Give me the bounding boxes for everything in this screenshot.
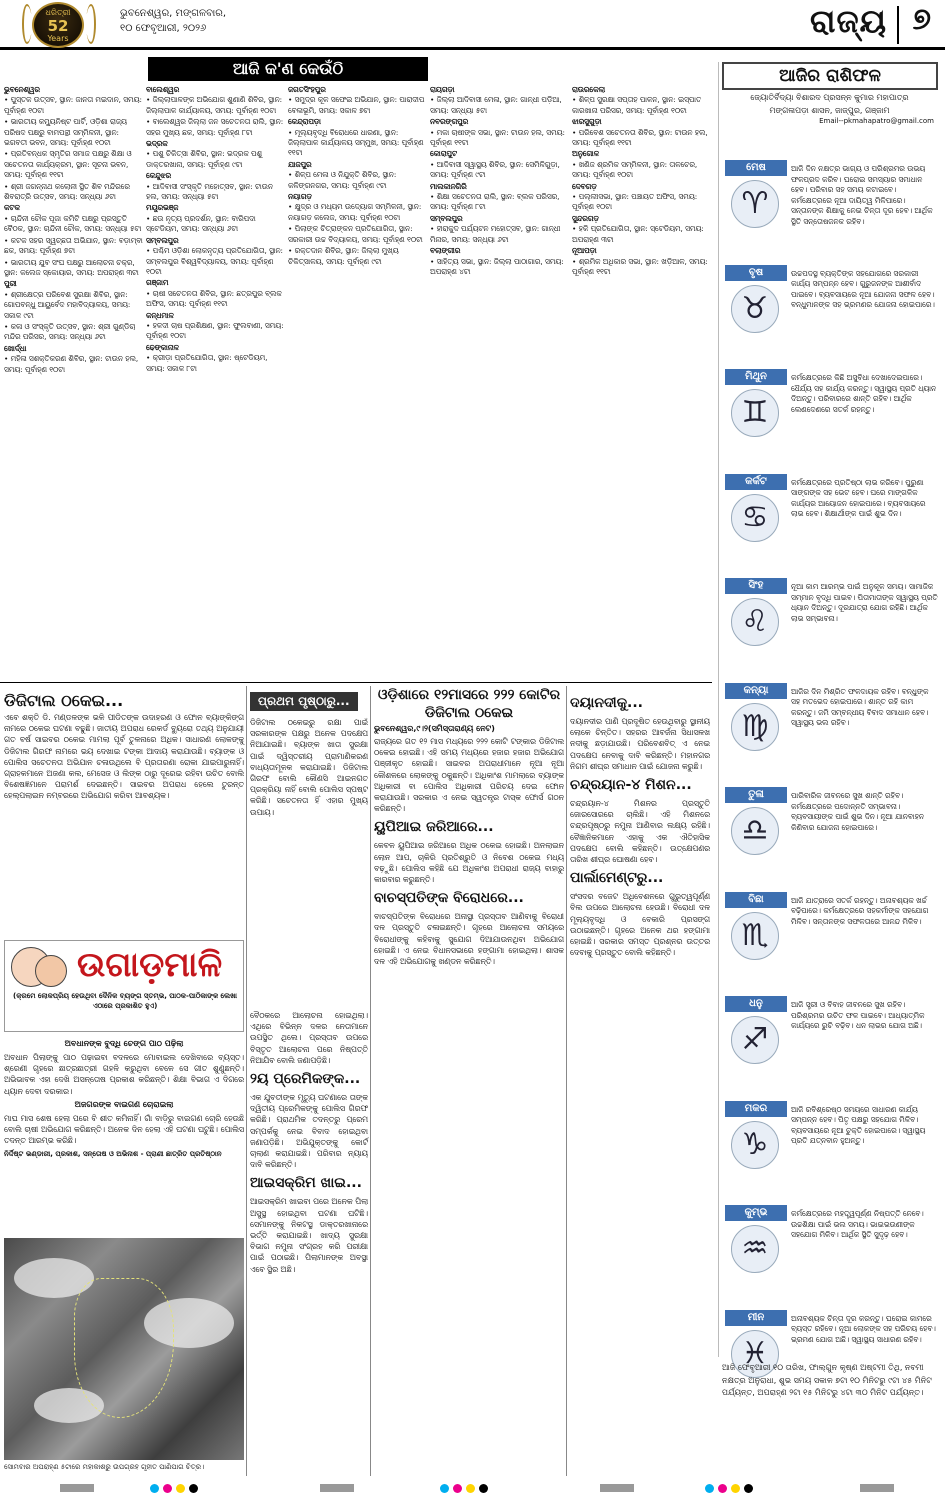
zodiac-sign-name: ମିଥୁନ [725,369,787,385]
event-city: ରାୟଗଡ଼ା [430,85,455,94]
lead-subhead-2: ବାଚସ୍ପତିଙ୍କ ବିରୋଧରେ... [374,890,524,907]
event-item: • ସମୁଦ୍ର କୂଳ ସଫେଇ ଅଭିଯାନ, ସ୍ଥାନ: ପାରାଦୀପ ବେଳାଭୂମି, ସମୟ: ସକାଳ ୭ଟା [288,95,425,115]
event-item: • ଆଦିବାସୀ ସ୍ୱାସ୍ଥ୍ୟ ଶିବିର, ସ୍ଥାନ: ସେମିଳିଗୁଡ଼ା, ସମୟ: ପୂର୍ବାହ୍ଣ ୯ଟା [430,159,560,180]
event-city: କେନ୍ଦୁଝର [146,171,172,181]
right-subhead: ଚନ୍ଦ୍ରୟାନ-୪ ମିଶନ... [570,777,692,794]
magenta-dot-icon [718,1484,727,1493]
laurel-right-icon [86,4,96,44]
ugadamali-banner [4,940,244,1032]
event-item: • ପିଲାଙ୍କ ଚିତ୍ରାଙ୍କନ ପ୍ରତିଯୋଗିତା, ସ୍ଥାନ: ସରକାରୀ ଉଚ୍ଚ ବିଦ୍ୟାଳୟ, ସମୟ: ପୂର୍ବାହ୍ଣ ୧୦ଟା [288,224,423,244]
zodiac-prediction: ଅନାବଶ୍ୟକ ଚିନ୍ତା ଦୂର କରନ୍ତୁ। ଘରୋଇ କାମରେ ବ୍ୟସ୍ତ ରହିବେ। ନୂଆ ଲୋକଙ୍କ ସହ ପରିଚୟ ହେବ। ଭ୍ରମଣ ଯୋଗ ଅଛି। ସ୍ୱାସ୍ଥ୍ୟ ସାଧାରଣ ରହିବ। [791,1313,936,1344]
events-column [146,85,286,677]
lead-headline: ଓଡ଼ିଶାରେ ୧୨ମାସରେ ୨୨୨ କୋଟିର ଡିଜିଟାଲ ଠକେଇ [377,687,561,721]
event-item: • କ୍ଷୁଦ୍ର ଓ ମଧ୍ୟମ ଉଦ୍ୟୋଗ ସମ୍ମିଳନୀ, ସ୍ଥାନ: ନୟାଗଡ଼ କଲେଜ, ସମୟ: ପୂର୍ବାହ୍ଣ ୧୦ଟା [288,202,422,222]
zodiac-symbol-icon: ♏ [731,912,779,960]
anniversary-logo [32,2,84,48]
event-item: • ମହିଳା ସଶକ୍ତିକରଣ ଶିବିର, ସ୍ଥାନ: ଟାଉନ ହଲ, ସମୟ: ପୂର୍ବାହ୍ଣ ୧୦ଟା [4,354,139,374]
zodiac-prediction: ଉଚ୍ଚପଦସ୍ଥ ବ୍ୟକ୍ତିଙ୍କ ସହଯୋଗରେ ସରକାରୀ କାର୍ଯ୍ୟ ସମ୍ପନ୍ନ ହେବ। ଗୁରୁଜନଙ୍କ ଆଶୀର୍ବାଦ ପାଇବେ। ବ୍ୟବସାୟରେ ନୂଆ ଯୋଜନା ସଫଳ ହେବ। ବନ୍ଧୁମାନଙ୍କ ସହ ଭ୍ରମଣର ଯୋଜନା ହୋଇପାରେ। [791,268,935,310]
events-column [4,85,144,677]
masthead [0,0,945,50]
page-number: ୭ [912,2,931,37]
zodiac-sign-name: କୁମ୍ଭ [725,1205,787,1221]
event-item: • ଶିଳ୍ପ ସୁରକ୍ଷା ସପ୍ତାହ ପାଳନ, ସ୍ଥାନ: ଇସ୍ପାତ କାରଖାନା ପରିସର, ସମୟ: ପୂର୍ବାହ୍ଣ ୧୦ଟା [572,95,702,115]
zodiac-prediction: ନୂଆ କାମ ଆରମ୍ଭ ପାଇଁ ଅନୁକୂଳ ସମୟ। ସାମାଜିକ ସମ୍ମାନ ବୃଦ୍ଧି ପାଇବ। ପିତାମାତାଙ୍କ ସ୍ୱାସ୍ଥ୍ୟ ପ୍ରତି ଧ୍ୟାନ ଦିଅନ୍ତୁ। ଦୂରଯାତ୍ରା ଯୋଗ ରହିଛି। ଆର୍ଥିକ ଲାଭ ସମ୍ଭାବନା। [791,582,938,623]
zodiac-sign [723,890,941,986]
zodiac-prediction: ପାରିବାରିକ ଜୀବନରେ ସୁଖ ଶାନ୍ତି ରହିବ। କର୍ମକ୍ଷେତ୍ରରେ ପଦୋନ୍ନତି ସମ୍ଭାବନା। ବ୍ୟବସାୟୀଙ୍କ ପାଇଁ ଶୁଭ ଦିନ। ନୂଆ ଯାନବାହନ କିଣିବାର ଯୋଜନା ହୋଇପାରେ। [791,791,925,832]
astrologer-address: ମଙ୍ଗଳାପଡ଼ା ଶାସନ, ଜାଜ୍ପୁର, ଗଞ୍ଜାମ [769,106,890,115]
right-subhead-2: ପାର୍ଲାମେଣ୍ଟରୁ... [570,870,664,887]
event-city: ଢେଙ୍କାନାଳ [146,342,179,352]
yellow-dot-icon [176,1484,185,1493]
event-item: • କ୍ରୀଡ଼ା ପ୍ରତିଯୋଗିତା, ସ୍ଥାନ: ଷ୍ଟେଡିୟମ, ସମୟ: ସକାଳ ୮ଟା [146,353,268,373]
logo-years-word: Years [47,34,69,43]
zodiac-sign [723,681,941,777]
zodiac-symbol-icon: ♊ [731,389,779,437]
middle-subhead: ୨ୟ ପ୍ରେମିକଙ୍କ... [250,1071,361,1088]
cartoon-face-icon [35,955,67,987]
events-listing [0,53,712,681]
event-city: ସମ୍ବଲପୁର [146,235,179,245]
ugadamali-title: ଉଗାଡ଼ମାଳି [77,945,223,985]
event-item: • ଚାଷୀ ସଚେତନତା ଶିବିର, ସ୍ଥାନ: ଛତ୍ରପୁର ବ୍ଲକ ଅଫିସ, ସମୟ: ପୂର୍ବାହ୍ଣ ୧୧ଟା [146,288,282,309]
event-item: • ଭାରତୀୟ ଯୁବ ସଂଘ ପକ୍ଷରୁ ଆଲୋଚନା ଚକ୍ର, ସ୍ଥାନ: କଲେଜ ସ୍କୋୟାର, ସମୟ: ଅପରାହ୍ଣ ୩ଟା [4,257,139,277]
event-city: ଖୋର୍ଦ୍ଧା [4,343,27,353]
logo-years-number: 52 [47,17,69,35]
right-title: ଦୟାନଦୀକୁ... [570,695,644,711]
event-city: ଜଗତସିଂହପୁର [288,85,326,94]
event-item: • ପଶୁ ଚିକିତ୍ସା ଶିବିର, ସ୍ଥାନ: ଭଦ୍ରକ ପଶୁ ଡାକ୍ତରଖାନା, ସମୟ: ପୂର୍ବାହ୍ଣ ୯ଟା [146,149,262,169]
black-dot-icon [189,1484,198,1493]
grey-bar [600,1484,634,1492]
event-item: • ବାଲେଶ୍ୱର ଜିଲ୍ଲା ଜନ ସଚେତନତା ରାଲି, ସ୍ଥାନ: ସହର ମୁଖ୍ୟ ଛକ, ସମୟ: ପୂର୍ବାହ୍ଣ ୮ଟା [146,117,284,137]
event-item: • ରକ୍ତଦାନ ଶିବିର, ସ୍ଥାନ: ଜିଲ୍ଲା ମୁଖ୍ୟ ଚିକିତ୍ସାଳୟ, ସମୟ: ପୂର୍ବାହ୍ଣ ୯ଟା [288,246,399,266]
events-column [572,85,712,677]
pratham-column [250,690,368,818]
zodiac-symbol-icon: ♉ [731,285,779,333]
magenta-dot-icon [163,1484,172,1493]
zodiac-prediction: ଆଜି ସ୍ତ୍ରୀ ଓ ବିବାହ ଜୀବନରେ ସୁଖ ରହିବ। ପରିଶ୍ରମର ଉଚିତ ଫଳ ପାଇବେ। ଆଧ୍ୟାତ୍ମିକ କାର୍ଯ୍ୟରେ ରୁଚି ବଢ଼ିବ। ଧନ ଲାଭର ଯୋଗ ଅଛି। [791,1000,925,1031]
rashiphala-panel [718,62,940,1371]
ugadamali-text-2: ମାଘ ମାସ ଶେଷ ହେଲା ପରେ ବି ଶୀତ କମିନାହିଁ। ଗାଁ ବାଡ଼ିରୁ ବାଇଗଣ ଚୋରି ହେଉଛି ବୋଲି ଚାଷୀ ଅଭିଯୋଗ କରିଛନ୍ତି। ଅନେକ ଦିନ ହେଲା ଏହି ଘଟଣା ଘଟୁଛି। ପୋଲିସ ତଦନ୍ତ ଆରମ୍ଭ କରିଛି। [4,1113,244,1146]
event-city: ନବରଙ୍ଗପୁର [430,117,469,127]
event-city: ନୂଆପଡ଼ା [572,246,597,256]
event-city: ନୟାଗଡ଼ [288,192,312,202]
event-item: • କଳା ଓ ସଂସ୍କୃତି ଉତ୍ସବ, ସ୍ଥାନ: ଶ୍ରୀ ଗୁଣ୍ଡିଚା ମନ୍ଦିର ପରିସର, ସମୟ: ସନ୍ଧ୍ୟା ୬ଟା [4,321,136,342]
section-title: ରାଜ୍ୟ [810,2,887,40]
middle-body-3: ଆଇସକ୍ରିମ ଖାଇବା ପରେ ଅନେକ ପିଲା ଅସୁସ୍ଥ ହୋଇଥିବା ଘଟଣା ଘଟିଛି। ସେମାନଙ୍କୁ ନିକଟସ୍ଥ ଡାକ୍ତରଖାନାରେ ଭର୍ତ୍ତି କରାଯାଇଛି। ଖାଦ୍ୟ ସୁରକ୍ଷା ବିଭାଗ ନମୁନା ସଂଗ୍ରହ କରି ପରୀକ୍ଷା ପାଇଁ ପଠାଇଛି। ପିଲାମାନଙ୍କ ଅବସ୍ଥା ଏବେ ସ୍ଥିର ଅଛି। [250,1197,368,1274]
zodiac-symbol-icon: ♑ [731,1121,779,1169]
event-item: • ପରିବେଶ ସଚେତନତା ଶିବିର, ସ୍ଥାନ: ଟାଉନ ହଲ, ସମୟ: ପୂର୍ବାହ୍ଣ ୧୧ଟା [572,127,708,148]
rashiphala-heading: ଆଜିର ରାଶିଫଳ [722,62,938,90]
event-item: • ପଲ୍ଲୀସଭା, ସ୍ଥାନ: ପଞ୍ଚାୟତ ଅଫିସ, ସମୟ: ପୂର୍ବାହ୍ଣ ୧୦ଟା [572,192,698,212]
satellite-weather-image [4,1238,244,1460]
satellite-caption: ସୋମବାର ଅପରାହ୍ଣ ୫ଟାରେ ମହାକାଶରୁ ଉପଗ୍ରହ ଗୃହୀତ ପାଣିପାଗ ଚିତ୍ର। [4,1463,205,1471]
event-item: • ପଶ୍ଚିମ ଓଡ଼ିଶା ଲୋକନୃତ୍ୟ ପ୍ରତିଯୋଗିତା, ସ୍ଥାନ: ସମ୍ବଲପୁର ବିଶ୍ୱବିଦ୍ୟାଳୟ, ସମୟ: ପୂର୍ବାହ୍ଣ ୧୦ଟା [146,246,283,276]
zodiac-sign-name: ମୀନ [725,1310,787,1326]
zodiac-symbol-icon: ♒ [731,1225,779,1273]
zodiac-sign [723,367,941,463]
lead-body-3: ବାଚସ୍ପତିଙ୍କ ବିରୋଧରେ ଅନାସ୍ଥା ପ୍ରସ୍ତାବ ଆଣିବାକୁ ବିରୋଧୀ ଦଳ ପ୍ରସ୍ତୁତି ଚଳାଇଛନ୍ତି। ଗୃହରେ ଆଲୋଚନା ସମୟରେ ବିରୋଧୀଙ୍କୁ କହିବାକୁ ସୁଯୋଗ ଦିଆଯାଉନଥିବା ଅଭିଯୋଗ ହୋଇଛି। ଏ ନେଇ ବିଧାନସଭାରେ ହଙ୍ଗାମା ହୋଇଥିଲା। ଶାସକ ଦଳ ଏହି ଅଭିଯୋଗକୁ ଖଣ୍ଡନ କରିଛନ୍ତି। [374,912,564,967]
digital-body: ଏବେ ଶକ୍ତି ଡି. ମଣ୍ଡଳଙ୍କ ଭଳି ପୀଡିତଙ୍କ ଉଦାହରଣ ଓ ଫୋନ ବ୍ୟାଙ୍କିଙ୍ଗ ନାମରେ ଠକେଇ ଘଟଣା ବଢୁଛି। ଜାତୀୟ ଅପରାଧ ରେକର୍ଡ ବ୍ୟୁରୋ ତଥ୍ୟ ଅନୁଯାୟୀ ଗତ ବର୍ଷ ସାଇବର ଠକେଇ ମାମଲା ପୂର୍ବ ତୁଳନାରେ ଅଧିକ। ସାଧାରଣ ଲୋକଙ୍କୁ ଡିଜିଟାଲ ଗିରଫ ନାମରେ ଭୟ ଦେଖାଇ ଟଙ୍କା ଆଦାୟ କରାଯାଉଛି। ବ୍ୟାଙ୍କ ଓ ପୋଲିସ ସଚେତନତା ଅଭିଯାନ ଚଳାଉଥିଲେ ବି ପ୍ରତାରଣା ରୋକା ଯାଇପାରୁନାହିଁ। ଗ୍ରାହକମାନେ ଅଜଣା କଲ, ମେସେଜ ଓ ଲିଙ୍କ ଠାରୁ ଦୂରେଇ ରହିବା ଉଚିତ ବୋଲି ବିଶେଷଜ୍ଞମାନେ ପରାମର୍ଶ ଦେଇଛନ୍ତି। ସାଇବର ଅପରାଧ ହେଲେ ତୁରନ୍ତ ହେଲ୍ପଲାଇନ ନମ୍ବରରେ ଅଭିଯୋଗ କରିବା ଆବଶ୍ୟକ। [4,713,244,801]
cyan-dot-icon [150,1484,159,1493]
panchang-text: ଆଜି ଫେବୃଆରୀ ୧୦ ତାରିଖ, ଫାଲ୍ଗୁନ କୃଷ୍ଣ ଅଷ୍ଟମୀ ତିଥି, ନବମୀ ନକ୍ଷତ୍ର ଅନୁରାଧା, ଶୁଭ ସମୟ ସକାଳ ୭ଟା ୧୦ ମିନିଟରୁ ୯ଟା ୪୫ ମିନିଟ ପର୍ଯ୍ୟନ୍ତ, ଅପରାହ୍ଣ ୨ଟା ୧୫ ମିନିଟରୁ ୪ଟା ୩୦ ମିନିଟ ପର୍ଯ୍ୟନ୍ତ। [722,1363,932,1397]
event-city: ମୟୂରଭଞ୍ଜ [146,203,179,213]
zodiac-sign [723,1099,941,1195]
zodiac-symbol-icon: ♎ [731,807,779,855]
event-item: • ହଳଦୀ ଚାଷ ପ୍ରଶିକ୍ଷଣ, ସ୍ଥାନ: ଫୁଲବାଣୀ, ସମୟ: ପୂର୍ବାହ୍ଣ ୧୦ଟା [146,320,284,341]
event-item: • ସାହିତ୍ୟ ସଭା, ସ୍ଥାନ: ଜିଲ୍ଲା ପାଠାଗାର, ସମୟ: ଅପରାହ୍ଣ ୪ଟା [430,256,564,276]
magenta-dot-icon [453,1484,462,1493]
ugadamali-body [4,1036,244,1162]
event-item: • ଶ୍ରୀ ଜଗନ୍ନାଥ କଲୋନୀ ସ୍ଥିତ ଶିବ ମନ୍ଦିରରେ ଶିବରାତ୍ରି ଉତ୍ସବ, ସମୟ: ସନ୍ଧ୍ୟା ୬ଟା [4,181,130,202]
from-front-page-label: ପ୍ରଥମ ପୃଷ୍ଠାରୁ... [250,692,358,711]
yellow-dot-icon [731,1484,740,1493]
event-item: • ଶିକ୍ଷା ସଚେତନତା ରାଲି, ସ୍ଥାନ: ବ୍ଲକ ପରିସର, ସମୟ: ପୂର୍ବାହ୍ଣ ୮ଟା [430,192,560,212]
right-body-2: ଚନ୍ଦ୍ରୟାନ-୪ ମିଶନର ପ୍ରସ୍ତୁତି ଜୋରସୋରରେ ଚାଲିଛି। ଏହି ମିଶନରେ ଚନ୍ଦ୍ରପୃଷ୍ଠରୁ ନମୁନା ଆଣିବାର ଲକ୍ଷ୍ୟ ରହିଛି। ବୈଜ୍ଞାନିକମାନେ ଏହାକୁ ଏକ ଐତିହାସିକ ପଦକ୍ଷେପ ବୋଲି କହିଛନ୍ତି। ଉତ୍କ୍ଷେପଣର ତାରିଖ ଶୀଘ୍ର ଘୋଷଣା ହେବ। [570,799,710,865]
zodiac-sign [723,1203,941,1299]
black-dot-icon [744,1484,753,1493]
zodiac-sign-name: ଧନୁ [725,996,787,1012]
event-city: ପୁରୀ [4,279,17,289]
zodiac-sign [723,576,941,672]
astrologer-email: Email--pkmahapatro@gmail.com [819,117,934,125]
event-item: • ଶିଳ୍ପ ମେଳା ଓ ନିଯୁକ୍ତି ଶିବିର, ସ୍ଥାନ: କଳିଙ୍ଗନଗର, ସମୟ: ପୂର୍ବାହ୍ଣ ୯ଟା [288,170,397,190]
event-city: ମାଲକାନଗିରି [430,181,467,191]
logo-text: ଧରିତ୍ରୀ [45,8,71,17]
events-column [288,85,428,677]
grey-bar [60,1484,94,1492]
map-outline [74,1278,174,1418]
digital-fraud-continuation [4,690,244,802]
zodiac-sign [723,994,941,1090]
event-item: • ଖଣିଜ ଶ୍ରମିକ ସମ୍ମିଳନୀ, ସ୍ଥାନ: ତାଳଚେର, ସମୟ: ପୂର୍ବାହ୍ଣ ୧୦ଟା [572,159,698,180]
zodiac-sign-name: ମେଷ [725,160,787,176]
event-item: • ଜିଲ୍ଲା ଆଦିବାସୀ ମେଳା, ସ୍ଥାନ: ଗାନ୍ଧୀ ପଡ଼ିଆ, ସମୟ: ସନ୍ଧ୍ୟା ୫ଟା [430,95,562,115]
event-city: ରାଉରକେଲା [572,85,605,94]
astrologer-name: ଜ୍ୟୋତିର୍ବିଦ୍ୟା ବିଶାରଦ ପ୍ରସନ୍ନ କୁମାର ମହାପାତ୍ର [750,93,909,102]
event-item: • ପୁସ୍ତକ ଉତ୍ସବ, ସ୍ଥାନ: ଜାନତା ମଇଦାନ, ସମୟ: ପୂର୍ବାହ୍ଣ ୧୦ଟା [4,95,142,115]
print-registration-strip [0,1480,945,1497]
events-heading: ଆଜି କ'ଣ କେଉଁଠି [148,57,428,81]
event-city: ବାଲେଶ୍ୱର [146,85,180,94]
zodiac-prediction: କର୍ମକ୍ଷେତ୍ରରେ ମହତ୍ତ୍ୱପୂର୍ଣ୍ଣ ନିଷ୍ପତ୍ତି ନେବେ। ଉଚ୍ଚଶିକ୍ଷା ପାଇଁ ଭଲ ସମୟ। ଭାଇଭଉଣୀଙ୍କ ସହଯୋଗ ମିଳିବ। ଆର୍ଥିକ ସ୍ଥିତି ସୁଦୃଢ଼ ହେବ। [791,1209,924,1240]
zodiac-sign [723,472,941,568]
event-city: ଅନୁଗୋଳ [572,149,599,159]
pratham-body: ଡିଜିଟାଲ ଠକେଇରୁ ରକ୍ଷା ପାଇଁ ସରକାରଙ୍କ ପକ୍ଷରୁ ଅନେକ ପଦକ୍ଷେପ ନିଆଯାଇଛି। ବ୍ୟାଙ୍କ ଖାତା ସୁରକ୍ଷା ପାଇଁ ଦ୍ୱିସ୍ତରୀୟ ପ୍ରାମାଣିକରଣ ବାଧ୍ୟତାମୂଳକ କରାଯାଇଛି। ଡିଜିଟାଲ ଗିରଫ ବୋଲି କୌଣସି ଆଇନଗତ ପ୍ରକ୍ରିୟା ନାହିଁ ବୋଲି ପୋଲିସ ସ୍ପଷ୍ଟ କରିଛି। ସଚେତନତା ହିଁ ଏହାର ମୁଖ୍ୟ ଉପାୟ। [250,718,368,817]
middle-column [250,1010,368,1275]
event-city: କୋରାପୁଟ [430,149,458,159]
right-news-column [570,690,710,958]
zodiac-prediction: ଆଜି ଦିନ ନକ୍ଷତ୍ର ଭାଗ୍ୟ ଓ ପରିଶ୍ରମର ଉଭୟ ଫଳପ୍ରଦ କରିବ। ଘରୋଇ ସମସ୍ୟାର ସମାଧାନ ହେବ। ପରିବାର ସହ ସମୟ କଟାଇବେ। କର୍ମକ୍ଷେତ୍ରରେ ନୂଆ ଦାୟିତ୍ୱ ମିଳିପାରେ। ସନ୍ତାନଙ୍କ ଶିକ୍ଷାକୁ ନେଇ ଚିନ୍ତା ଦୂର ହେବ। ଆର୍ଥିକ ସ୍ଥିତି ସନ୍ତୋଷଜନକ ରହିବ। [791,164,933,226]
laurel-left-icon [22,4,32,44]
ugadamali-subtitle: (କ୍ରମେ ଲୋକପ୍ରିୟ ହେଉଥିବା ଦୈନିକ ବ୍ୟଙ୍ଗ ସ୍ତମ୍ଭ, ପାଠକ-ପାଠିକାଙ୍କ ଲେଖା ଏଠାରେ ପ୍ରକାଶିତ ହୁଏ) [13,992,237,1010]
zodiac-prediction: ଆଜି ଯାତ୍ରାରେ ସତର୍କ ରହନ୍ତୁ। ଅନାବଶ୍ୟକ ଖର୍ଚ୍ଚ ବଢ଼ିପାରେ। କର୍ମକ୍ଷେତ୍ରରେ ସହକର୍ମୀଙ୍କ ସହଯୋଗ ମିଳିବ। ସନ୍ତାନଙ୍କ ସଫଳତାରେ ଆନନ୍ଦ ମିଳିବ। [791,895,929,926]
dateline-date: ୧୦ ଫେବୃଆରୀ, ୨୦୨୬ [120,23,207,34]
event-item: • ହକି ପ୍ରତିଯୋଗିତା, ସ୍ଥାନ: ସ୍ଟେଡିୟମ, ସମୟ: ଅପରାହ୍ଣ ୩ଟା [572,224,704,244]
event-item: • ଜିଲ୍ଲାପାଳଙ୍କ ଅଭିଯୋଗ ଶୁଣାଣି ଶିବିର, ସ୍ଥାନ: ଜିଲ୍ଲାପାଳ କାର୍ଯ୍ୟାଳୟ, ସମୟ: ପୂର୍ବାହ୍ଣ ୧୦ଟା [146,95,283,115]
event-city: କନ୍ଧମାଳ [146,310,174,320]
middle-body-2: ଏକ ଯୁବତୀଙ୍କ ମୃତ୍ୟୁ ଘଟଣାରେ ତାଙ୍କ ଦ୍ୱିତୀୟ ପ୍ରେମିକଙ୍କୁ ପୋଲିସ ଗିରଫ କରିଛି। ପ୍ରାଥମିକ ତଦନ୍ତରୁ ପ୍ରେମ ସମ୍ପର୍କକୁ ନେଇ ବିବାଦ ହୋଇଥିବା ଜଣାପଡ଼ିଛି। ଅଭିଯୁକ୍ତଙ୍କୁ କୋର୍ଟ ଚାଲାଣ କରାଯାଇଛି। ପରିବାର ନ୍ୟାୟ ଦାବି କରିଛନ୍ତି। [250,1093,368,1170]
middle-body: ବୈଠକରେ ଆଲୋଚନା ହୋଇଥିଲା। ଏଥିରେ ବିଭିନ୍ନ ଦଳର ନେତାମାନେ ଉପସ୍ଥିତ ଥିଲେ। ପ୍ରସ୍ତାବ ଉପରେ ବିସ୍ତୃତ ଆଲୋଚନା ପରେ ନିଷ୍ପତ୍ତି ନିଆଯିବ ବୋଲି ଜଣାପଡ଼ିଛି। [250,1011,368,1065]
event-item: • ପ୍ରତିବନ୍ଧକ ସ୍ମୃତିର ସମାଜ ପକ୍ଷରୁ ଶିକ୍ଷା ଓ ସଚେତନତା କାର୍ଯ୍ୟକ୍ରମ, ସ୍ଥାନ: ସୂଚନା ଭବନ, ସମୟ: ପୂର୍ବାହ୍ଣ ୧୧ଟା [4,149,132,180]
event-city: ସୁନ୍ଦରଗଡ଼ [572,213,599,223]
cyan-dot-icon [440,1484,449,1493]
event-city: ଭୁବନେଶ୍ୱର [4,85,40,94]
masthead-divider [897,6,899,44]
column-rule [246,686,247,1476]
event-item: • ମକା ଚାଷୀଙ୍କ ସଭା, ସ୍ଥାନ: ଟାଉନ ହଲ, ସମୟ: ପୂର୍ବାହ୍ଣ ୧୧ଟା [430,127,566,148]
right-body: ଦୟାନଦୀର ପାଣି ପ୍ରଦୂଷିତ ହେଉଥିବାରୁ ସ୍ଥାନୀୟ ଲୋକେ ଚିନ୍ତିତ। ସହରର ଆବର୍ଜନା ସିଧାସଳଖ ନଦୀକୁ ଛଡ଼ାଯାଉଛି। ପରିବେଶବିତ୍ ଏ ନେଇ ପଦକ୍ଷେପ ନେବାକୁ ଦାବି କରିଛନ୍ତି। ମହାନଗର ନିଗମ ଶୀଘ୍ର ସମାଧାନ ପାଇଁ ଯୋଜନା କରୁଛି। [570,717,710,771]
section-divider [0,682,712,683]
cyan-dot-icon [705,1484,714,1493]
column-rule [370,686,371,1476]
ugadamali-head-2: ଅଜଗରଙ୍କ ବାଇଗଣ ଚୋରାଇଲା [74,1099,174,1109]
lead-dateline: ଭୁବନେଶ୍ୱର,୯।୨(ସମିସ୍ତାରାଣ୍ୟ ନେଟ) [374,724,495,733]
lead-story [374,686,564,967]
event-item: • ଶ୍ରମିକ ଅଧିକାର ସଭା, ସ୍ଥାନ: ଖଡ଼ିଆଳ, ସମୟ: ପୂର୍ବାହ୍ଣ ୧୧ଟା [572,256,708,276]
zodiac-symbol-icon: ♐ [731,1016,779,1064]
digital-title: ଡିଜିଟାଲ ଠକେଇ... [4,691,124,710]
zodiac-symbol-icon: ♍ [731,703,779,751]
grey-bar [860,1484,894,1492]
event-item: • କଟକ ସହର ସ୍ୱଚ୍ଛତା ଅଭିଯାନ, ସ୍ଥାନ: ବଡ଼ାମ୍ବା ଛକ, ସମୟ: ପୂର୍ବାହ୍ଣ ୭ଟା [4,235,143,256]
middle-subhead-2: ଆଇସକ୍ରିମ ଖାଇ... [250,1175,362,1192]
zodiac-prediction: କର୍ମକ୍ଷେତ୍ରରେ ପ୍ରତିଷ୍ଠା ଲାଭ କରିବେ। ପୁରୁଣା ସାଙ୍ଗଙ୍କ ସହ ଭେଟ ହେବ। ଘରେ ମାଙ୍ଗଳିକ କାର୍ଯ୍ୟର ଆୟୋଜନ ହୋଇପାରେ। ବ୍ୟବସାୟରେ ଲାଭ ହେବ। ଶିକ୍ଷାର୍ଥୀଙ୍କ ପାଇଁ ଶୁଭ ଦିନ। [791,477,926,519]
ugadamali-text-1: ଅବଧାନ ପିଲାଙ୍କୁ ପାଠ ପଢ଼ାଇବା ବଦଳରେ ମୋବାଇଲ ଦେଖିବାରେ ବ୍ୟସ୍ତ। ଶ୍ରେଣୀ ଗୃହରେ ଛାତ୍ରଛାତ୍ରୀ ଗହଳି କରୁଥିବା ବେଳେ ସେ ଗୀତ ଶୁଣୁଛନ୍ତି। ଅଭିଭାବକ ଏହା ଦେଖି ଅସନ୍ତୋଷ ପ୍ରକାଶ କରିଛନ୍ତି। ଶିକ୍ଷା ବିଭାଗ ଏ ଦିଗରେ ଧ୍ୟାନ ଦେବା ଦରକାର। [4,1053,244,1096]
event-city: ଗଞ୍ଜାମ [146,278,169,288]
zodiac-prediction: କର୍ମକ୍ଷେତ୍ରରେ କିଛି ଅସୁବିଧା ଦେଖାଦେଇପାରେ। ଧୈର୍ଯ୍ୟ ସହ କାର୍ଯ୍ୟ କରନ୍ତୁ। ସ୍ୱାସ୍ଥ୍ୟ ପ୍ରତି ଧ୍ୟାନ ଦିଅନ୍ତୁ। ପରିବାରରେ ଶାନ୍ତି ରହିବ। ଆର୍ଥିକ ଲେଣଦେଣରେ ସତର୍କ ରହନ୍ତୁ। [791,373,937,414]
event-item: • ଆଦିବାସୀ ସଂସ୍କୃତି ମହୋତ୍ସବ, ସ୍ଥାନ: ଟାଉନ ହଲ, ସମୟ: ସନ୍ଧ୍ୟା ୫ଟା [146,181,273,202]
event-city: କଟକ [4,203,20,213]
event-city: ଦେବଗଡ଼ [572,181,597,191]
zodiac-prediction: ଆଜି ରବିଶ୍ରେଷ୍ଠ ସମୟରେ ସାଧାରଣ କାର୍ଯ୍ୟ ସମ୍ପନ୍ନ ହେବ। ପିତୃ ପକ୍ଷରୁ ସହଯୋଗ ମିଳିବ। ବ୍ୟବସାୟରେ ନୂଆ ଚୁକ୍ତି ହୋଇପାରେ। ସ୍ୱାସ୍ଥ୍ୟ ପ୍ରତି ଯତ୍ନବାନ ହୁଅନ୍ତୁ। [791,1104,926,1146]
ugadamali-footer: ନିର୍ଦ୍ଦିଷ୍ଟ ଭଣ୍ଡାରୀ, ପ୍ରକାଶ, ସନ୍ତୋଷ ଓ ଅଭିନାଶ - ପ୍ରାଣୀ ଛାତ୍ରିତ ପ୍ରତିଷ୍ଠାନ [4,1150,222,1159]
event-city: କେନ୍ଦ୍ରାପଡ଼ା [288,117,321,127]
event-item: • ହୀରାକୁଦ ପର୍ଯ୍ୟଟନ ମହୋତ୍ସବ, ସ୍ଥାନ: ଗାନ୍ଧୀ ମିନାର, ସମୟ: ସନ୍ଧ୍ୟା ୬ଟା [430,224,561,244]
lead-body-2: କେବଳ ୟୁପିଆଇ ଜରିଆରେ ଅଧିକ ଠକେଇ ହୋଇଛି। ଅନଲାଇନ ଲୋନ ଆପ, ଚାକିରି ପ୍ରତିଶ୍ରୁତି ଓ ନିବେଶ ଠକେଇ ମଧ୍ୟ ବଢ଼ୁଛି। ପୋଲିସ କହିଛି ଯେ ଅଧିକାଂଶ ଅପରାଧୀ ରାଜ୍ୟ ବାହାରୁ କାରବାର କରୁଛନ୍ତି। [374,841,564,885]
zodiac-sign-name: କର୍କଟ [725,474,787,490]
event-item: • ଭାରତୀୟ କମ୍ୟୁନିଷ୍ଟ ପାର୍ଟି, ଓଡ଼ିଶା ରାଜ୍ୟ ପରିଷଦ ପକ୍ଷରୁ ବାମପନ୍ଥୀ ସମ୍ମିଳନୀ, ସ୍ଥାନ: ଭଗବତୀ ଭବନ, ସମୟ: ପୂର୍ବାହ୍ଣ ୧୦ଟା [4,117,127,148]
zodiac-sign-name: ତୁଳା [725,787,787,803]
ugadamali-head-1: ଅବଧାନଙ୍କ ବୁଦ୍ଧି ଚେଙ୍ଗ ପାଠ ପଢ଼ିଲା [64,1039,184,1048]
zodiac-sign-name: ବୃଷ [725,265,787,281]
event-item: • ଚାନ୍ଦିନୀ ଚୌକ ପୂଜା କମିଟି ପକ୍ଷରୁ ପ୍ରସ୍ତୁତି ବୈଠକ, ସ୍ଥାନ: ଚାନ୍ଦିନୀ ଚୌକ, ସମୟ: ସନ୍ଧ୍ୟା ୫ଟା [4,213,142,234]
events-column [430,85,570,677]
zodiac-symbol-icon: ♋ [731,494,779,542]
column-rule [566,686,567,1476]
event-item: • ଛଉ ନୃତ୍ୟ ପ୍ରଦର୍ଶନ, ସ୍ଥାନ: ବାରିପଦା ସ୍ଟେଡିୟମ, ସମୟ: ସନ୍ଧ୍ୟା ୬ଟା [146,213,256,234]
zodiac-sign [723,785,941,881]
dateline-place-day: ଭୁବନେଶ୍ୱର, ମଙ୍ଗଳବାର, [120,8,227,19]
zodiac-sign-name: ବିଛା [725,892,787,908]
dateline [120,6,226,36]
event-item: • ମୂଲ୍ୟବୃଦ୍ଧି ବିରୋଧରେ ଧାରଣା, ସ୍ଥାନ: ଜିଲ୍ଲାପାଳ କାର୍ଯ୍ୟାଳୟ ସମ୍ମୁଖ, ସମୟ: ପୂର୍ବାହ୍ଣ ୧୧ଟା [288,127,424,158]
zodiac-sign-name: ମକର [725,1101,787,1117]
right-body-3: ସଂସଦର ବଜେଟ ଅଧିବେଶନରେ ଗୁରୁତ୍ୱପୂର୍ଣ୍ଣ ବିଲ ଉପରେ ଆଲୋଚନା ହେଉଛି। ବିରୋଧୀ ଦଳ ମୂଲ୍ୟବୃଦ୍ଧି ଓ ବେକାରି ପ୍ରସଙ୍ଗ ଉଠାଇଛନ୍ତି। ଗୃହରେ ଅନେକ ଥର ହଙ୍ଗାମା ହୋଇଛି। ସରକାର ସମସ୍ତ ପ୍ରଶ୍ନର ଉତ୍ତର ଦେବାକୁ ପ୍ରସ୍ତୁତ ବୋଲି କହିଛନ୍ତି। [570,892,710,958]
event-city: ସମ୍ବଲପୁର [430,213,463,223]
grey-bar [320,1484,354,1492]
event-city: ବଲାଙ୍ଗୀର [430,246,461,256]
event-item: • ଶ୍ରୀକ୍ଷେତ୍ର ପରିବେଶ ସୁରକ୍ଷା ଶିବିର, ସ୍ଥାନ: ଗୋପବନ୍ଧୁ ଆୟୁର୍ବେଦ ମହାବିଦ୍ୟାଳୟ, ସମୟ: ସକାଳ ୯ଟା [4,289,131,320]
yellow-dot-icon [466,1484,475,1493]
zodiac-sign-name: ସିଂହ [725,578,787,594]
zodiac-symbol-icon: ♓ [731,1330,779,1378]
event-city: ଯାଜପୁର [288,159,312,169]
zodiac-symbol-icon: ♌ [731,598,779,646]
zodiac-sign-name: କନ୍ୟା [725,683,787,699]
lead-subhead: ୟୁପିଆଇ ଜରିଆରେ... [374,819,494,836]
event-city: ଝାରସୁଗୁଡ଼ା [572,117,602,127]
black-dot-icon [479,1484,488,1493]
event-city: ଭଦ୍ରକ [146,139,168,149]
lead-body: ରାଜ୍ୟରେ ଗତ ୧୨ ମାସ ମଧ୍ୟରେ ୨୨୨ କୋଟି ଟଙ୍କାର ଡିଜିଟାଲ ଠକେଇ ହୋଇଛି। ଏହି ସମୟ ମଧ୍ୟରେ ହଜାର ହଜାର ଅଭିଯୋଗ ପଞ୍ଜୀକୃତ ହୋଇଛି। ସାଇବର ଅପରାଧୀମାନେ ନୂଆ ନୂଆ କୌଶଳରେ ଲୋକଙ୍କୁ ଠକୁଛନ୍ତି। ଅଧିକାଂଶ ମାମଲାରେ ବ୍ୟାଙ୍କ ଅଧିକାରୀ ବା ପୋଲିସ ଅଧିକାରୀ ପରିଚୟ ଦେଇ ଫୋନ କରାଯାଉଛି। ସରକାର ଏ ନେଇ ସ୍ୱତନ୍ତ୍ର ଟାସ୍କ ଫୋର୍ସ ଗଠନ କରିଛନ୍ତି। [374,737,564,814]
zodiac-prediction: ଆଜିର ଦିନ ମିଶ୍ରିତ ଫଳଦାୟକ ରହିବ। ବନ୍ଧୁଙ୍କ ସହ ମତଭେଦ ହୋଇପାରେ। ଶାନ୍ତ ରହି କାମ କରନ୍ତୁ। ଜମି ସମ୍ବନ୍ଧୀୟ ବିବାଦ ସମାଧାନ ହେବ। ସ୍ୱାସ୍ଥ୍ୟ ଭଲ ରହିବ। [791,686,929,728]
zodiac-sign [723,158,941,254]
zodiac-symbol-icon: ♈ [731,180,779,228]
zodiac-sign [723,263,941,359]
